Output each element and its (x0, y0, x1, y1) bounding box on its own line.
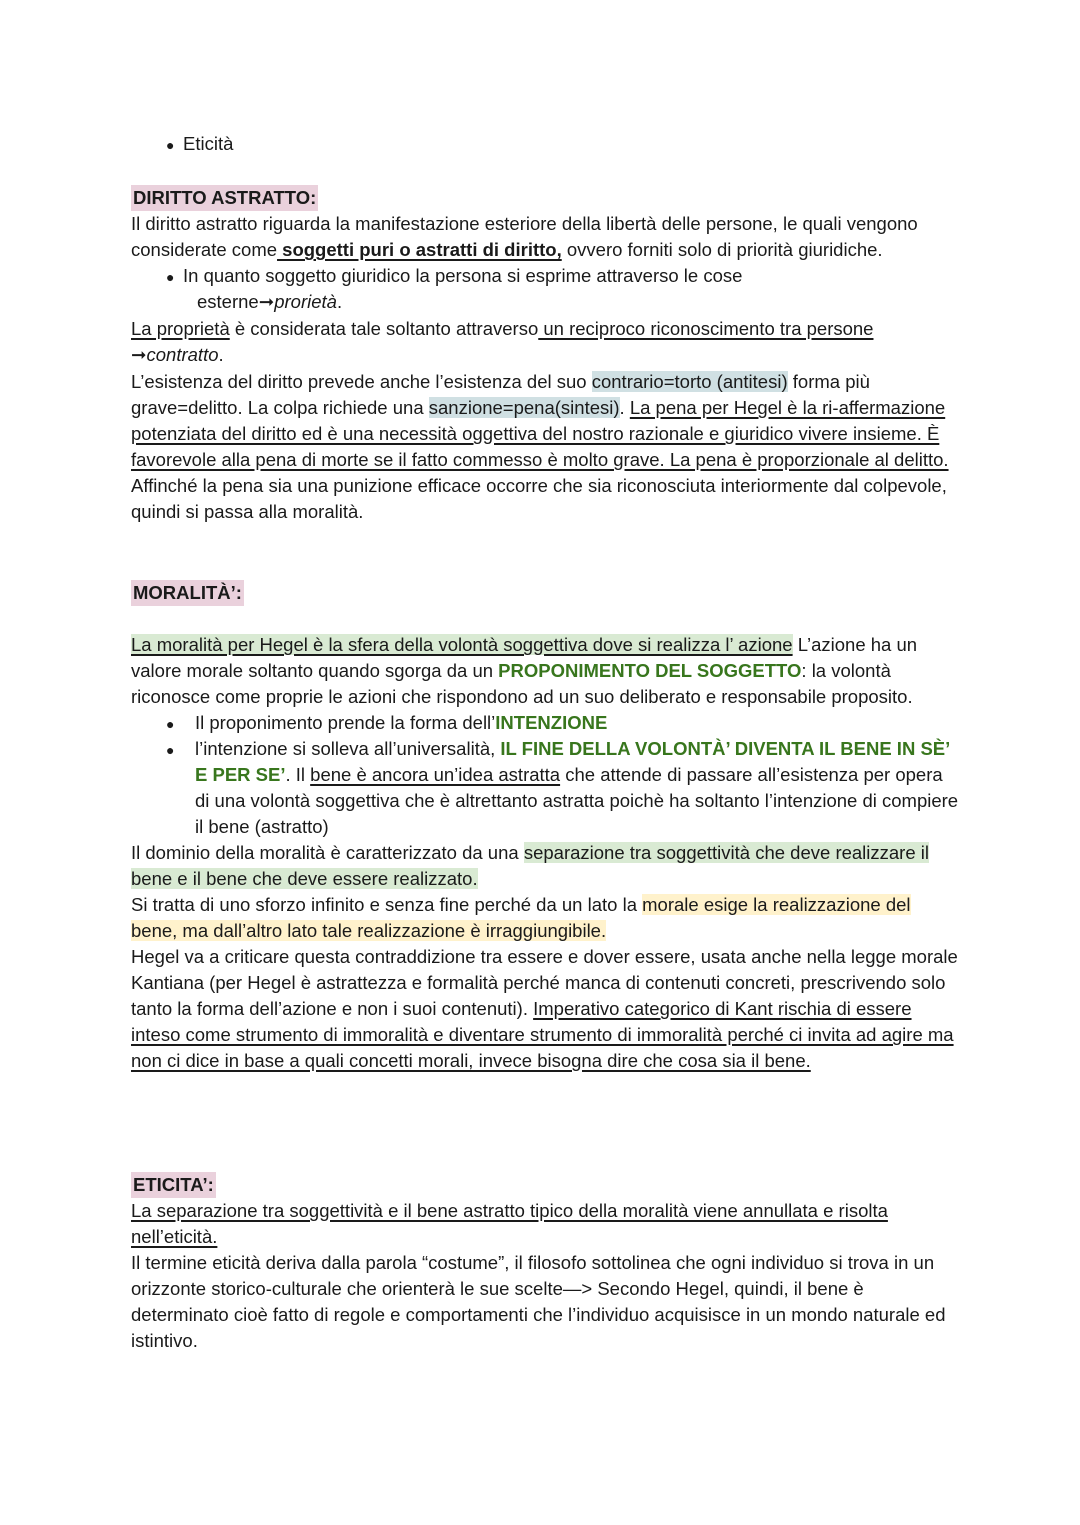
moralita-paragraph-4: Hegel va a criticare questa contraddizione tra essere e dover essere, usata anche nella legge morale Kantiana (per Hegel è astrattezza e formalità perché manca di contenuti concreti, prescrivendo solo tanto la forma dell’azione e non i suoi contenuti). Imperativo categorico di Kant rischia di essere inteso come strumento di immoralità e diventare strumento di immoralità perché ci invita ad agire ma non ci dice in base a quali concetti morali, invece bisogna dire che cosa sia il bene. (131, 946, 958, 1071)
diritto-paragraph-2: La proprietà è considerata tale soltanto attraverso un reciproco riconoscimento tra persone ➞contratto. (131, 318, 874, 366)
moralita-paragraph-1: La moralità per Hegel è la sfera della volontà soggettiva dove si realizza l’ azione L’azione ha un valore morale soltanto quando sgorga da un PROPONIMENTO DEL SOGGETTO: la volontà riconosce come proprie le azioni che rispondono ad un suo deliberato e responsabile proposito. (131, 634, 918, 707)
diritto-bullet-item: ● In quanto soggetto giuridico la persona si esprime attraverso le cose esterne➞prorietà. (166, 265, 743, 313)
heading-moralita: MORALITÀ’: (131, 580, 244, 606)
moralita-paragraph-2: Il dominio della moralità è caratterizzato da una separazione tra soggettività che deve realizzare il bene e il bene che deve essere realizzato. (131, 842, 929, 889)
highlight-soggetti-puri: soggetti puri o astratti di diritto, (277, 239, 562, 260)
heading-eticita: ETICITA’: (131, 1172, 216, 1198)
list-item: ● l’intenzione si solleva all’universalità, IL FINE DELLA VOLONTÀ’ DIVENTA IL BENE IN SÈ’ E PER SE’. Il bene è ancora un’idea astratta che attende di passare all’esistenza per opera di una volontà soggettiva che è altrettanto astratta poichè ha soltanto l’intenzione di compiere il bene (astratto) (166, 738, 959, 837)
section-moralita-body (131, 632, 961, 1074)
diritto-paragraph-1: Il diritto astratto riguarda la manifestazione esteriore della libertà delle persone, le quali vengono considerate come soggetti puri o astratti di diritto, ovvero forniti solo di priorità giuridiche. (131, 213, 918, 260)
bullet-dot-icon: ● (166, 137, 175, 153)
moralita-bullet-list (131, 710, 961, 840)
bullet-dot-icon: ● (166, 269, 175, 285)
diritto-paragraph-3: L’esistenza del diritto prevede anche l’esistenza del suo contrario=torto (antitesi) forma più grave=delitto. La colpa richiede una sanzione=pena(sintesi). La pena per Hegel è la ri-affermazione potenziata del diritto ed è una necessità oggettiva del nostro razionale e giuridico vivere insieme. È favorevole alla pena di morte se il fatto commesso è molto grave. La pena è proporzionale al delitto. Affinché la pena sia una punizione efficace occorre che sia riconosciuta interiormente dal colpevole, quindi si passa alla moralità. (131, 371, 949, 522)
top-bullet-text: Eticità (183, 133, 234, 154)
heading-diritto-astratto: DIRITTO ASTRATTO: (131, 185, 318, 211)
eticita-paragraph-2: Il termine eticità deriva dalla parola “costume”, il filosofo sottolinea che ogni individuo si trova in un orizzonte storico-culturale che orienterà le sue scelte—> Secondo Hegel, quindi, il bene è determinato cioè fatto di regole e comportamenti che l’individuo acquisisce in un mondo naturale ed istintivo. (131, 1252, 946, 1351)
eticita-paragraph-1: La separazione tra soggettività e il bene astratto tipico della moralità viene annullata e risolta nell’eticità. (131, 1200, 888, 1247)
moralita-paragraph-3: Si tratta di uno sforzo infinito e senza fine perché da un lato la morale esige la realizzazione del bene, ma dall’altro lato tale realizzazione è irraggiungibile. (131, 894, 911, 941)
section-moralita (131, 580, 961, 606)
section-diritto-astratto (131, 185, 961, 525)
list-item: ● Il proponimento prende la forma dell’INTENZIONE (131, 710, 961, 736)
section-eticita (131, 1172, 961, 1354)
bullet-dot-icon: ● (166, 716, 175, 732)
arrow-right-icon: ➞ (131, 345, 147, 366)
arrow-right-icon: ➞ (258, 292, 275, 313)
bullet-dot-icon: ● (166, 742, 175, 758)
